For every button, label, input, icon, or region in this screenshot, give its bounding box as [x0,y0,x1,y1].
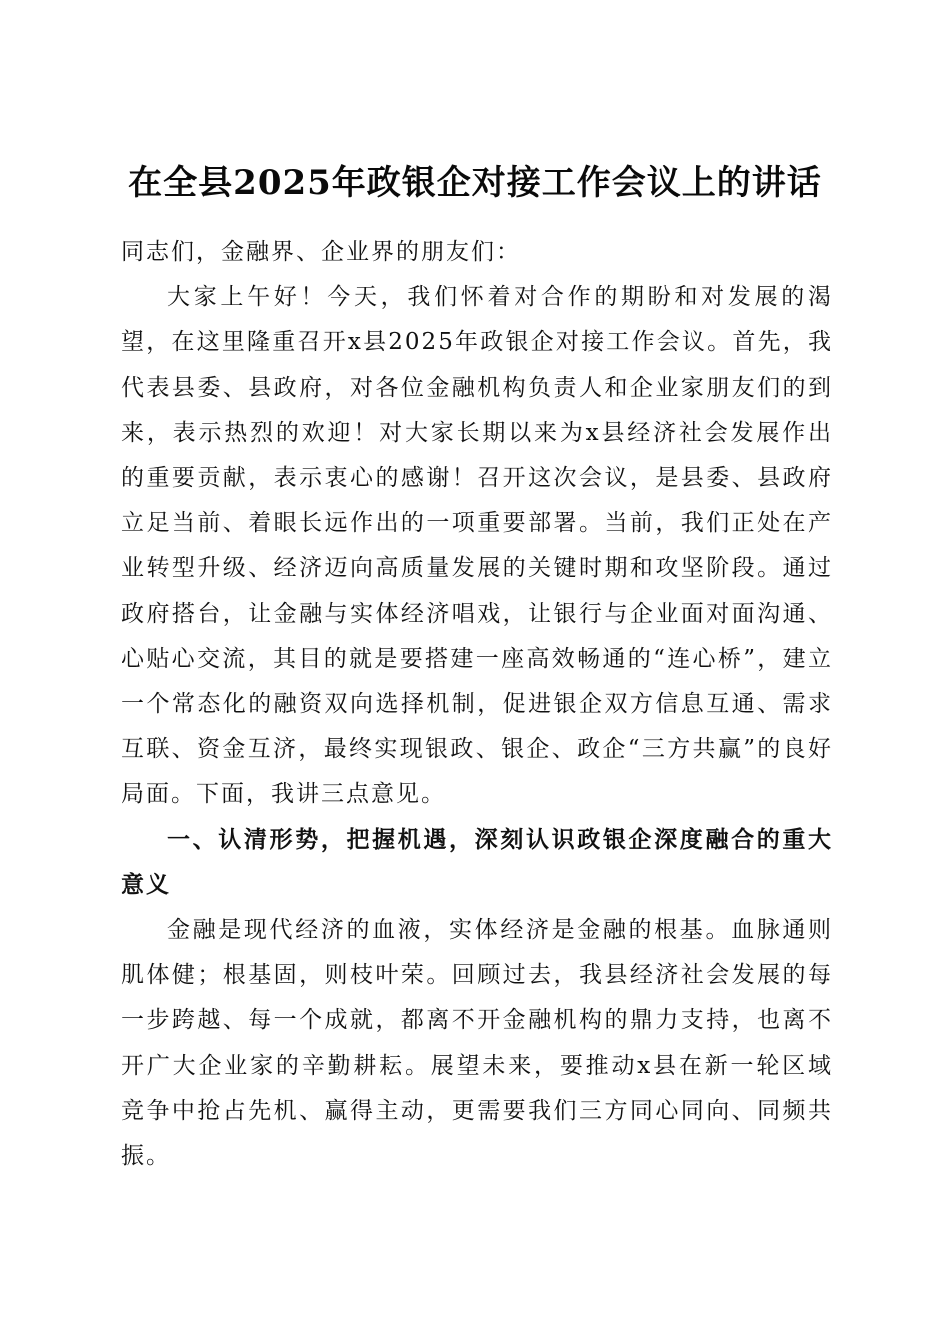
paragraph-opening: 大家上午好！今天，我们怀着对合作的期盼和对发展的渴望，在这里隆重召开x县2025年政银企对接工作会议。首先，我代表县委、县政府，对各位金融机构负责人和企业家朋友们的到来，表示热烈的欢迎！对大家长期以来为x县经济社会发展作出的重要贡献，表示衷心的感谢！召开这次会议，是县委、县政府立足当前、着眼长远作出的一项重要部署。当前，我们正处在产业转型升级、经济迈向高质量发展的关键时期和攻坚阶段。通过政府搭台，让金融与实体经济唱戏，让银行与企业面对面沟通、心贴心交流，其目的就是要搭建一座高效畅通的“连心桥”，建立一个常态化的融资双向选择机制，促进银企双方信息互通、需求互联、资金互济，最终实现银政、银企、政企“三方共赢”的良好局面。下面，我讲三点意见。 [121,284,833,808]
paragraph-section-1: 金融是现代经济的血液，实体经济是金融的根基。血脉通则肌体健；根基固，则枝叶荣。回顾过去，我县经济社会发展的每一步跨越、每一个成就，都离不开金融机构的鼎力支持，也离不开广大企业家的辛勤耕耘。展望未来，要推动x县在新一轮区域竞争中抢占先机、赢得主动，更需要我们三方同心同向、同频共振。 [121,917,833,1170]
document-body [121,230,833,1179]
salutation: 同志们，金融界、企业界的朋友们： [121,239,521,265]
document-title: 在全县2025年政银企对接工作会议上的讲话 [128,162,822,203]
section-heading-1: 一、认清形势，把握机遇，深刻认识政银企深度融合的重大意义 [121,826,833,898]
